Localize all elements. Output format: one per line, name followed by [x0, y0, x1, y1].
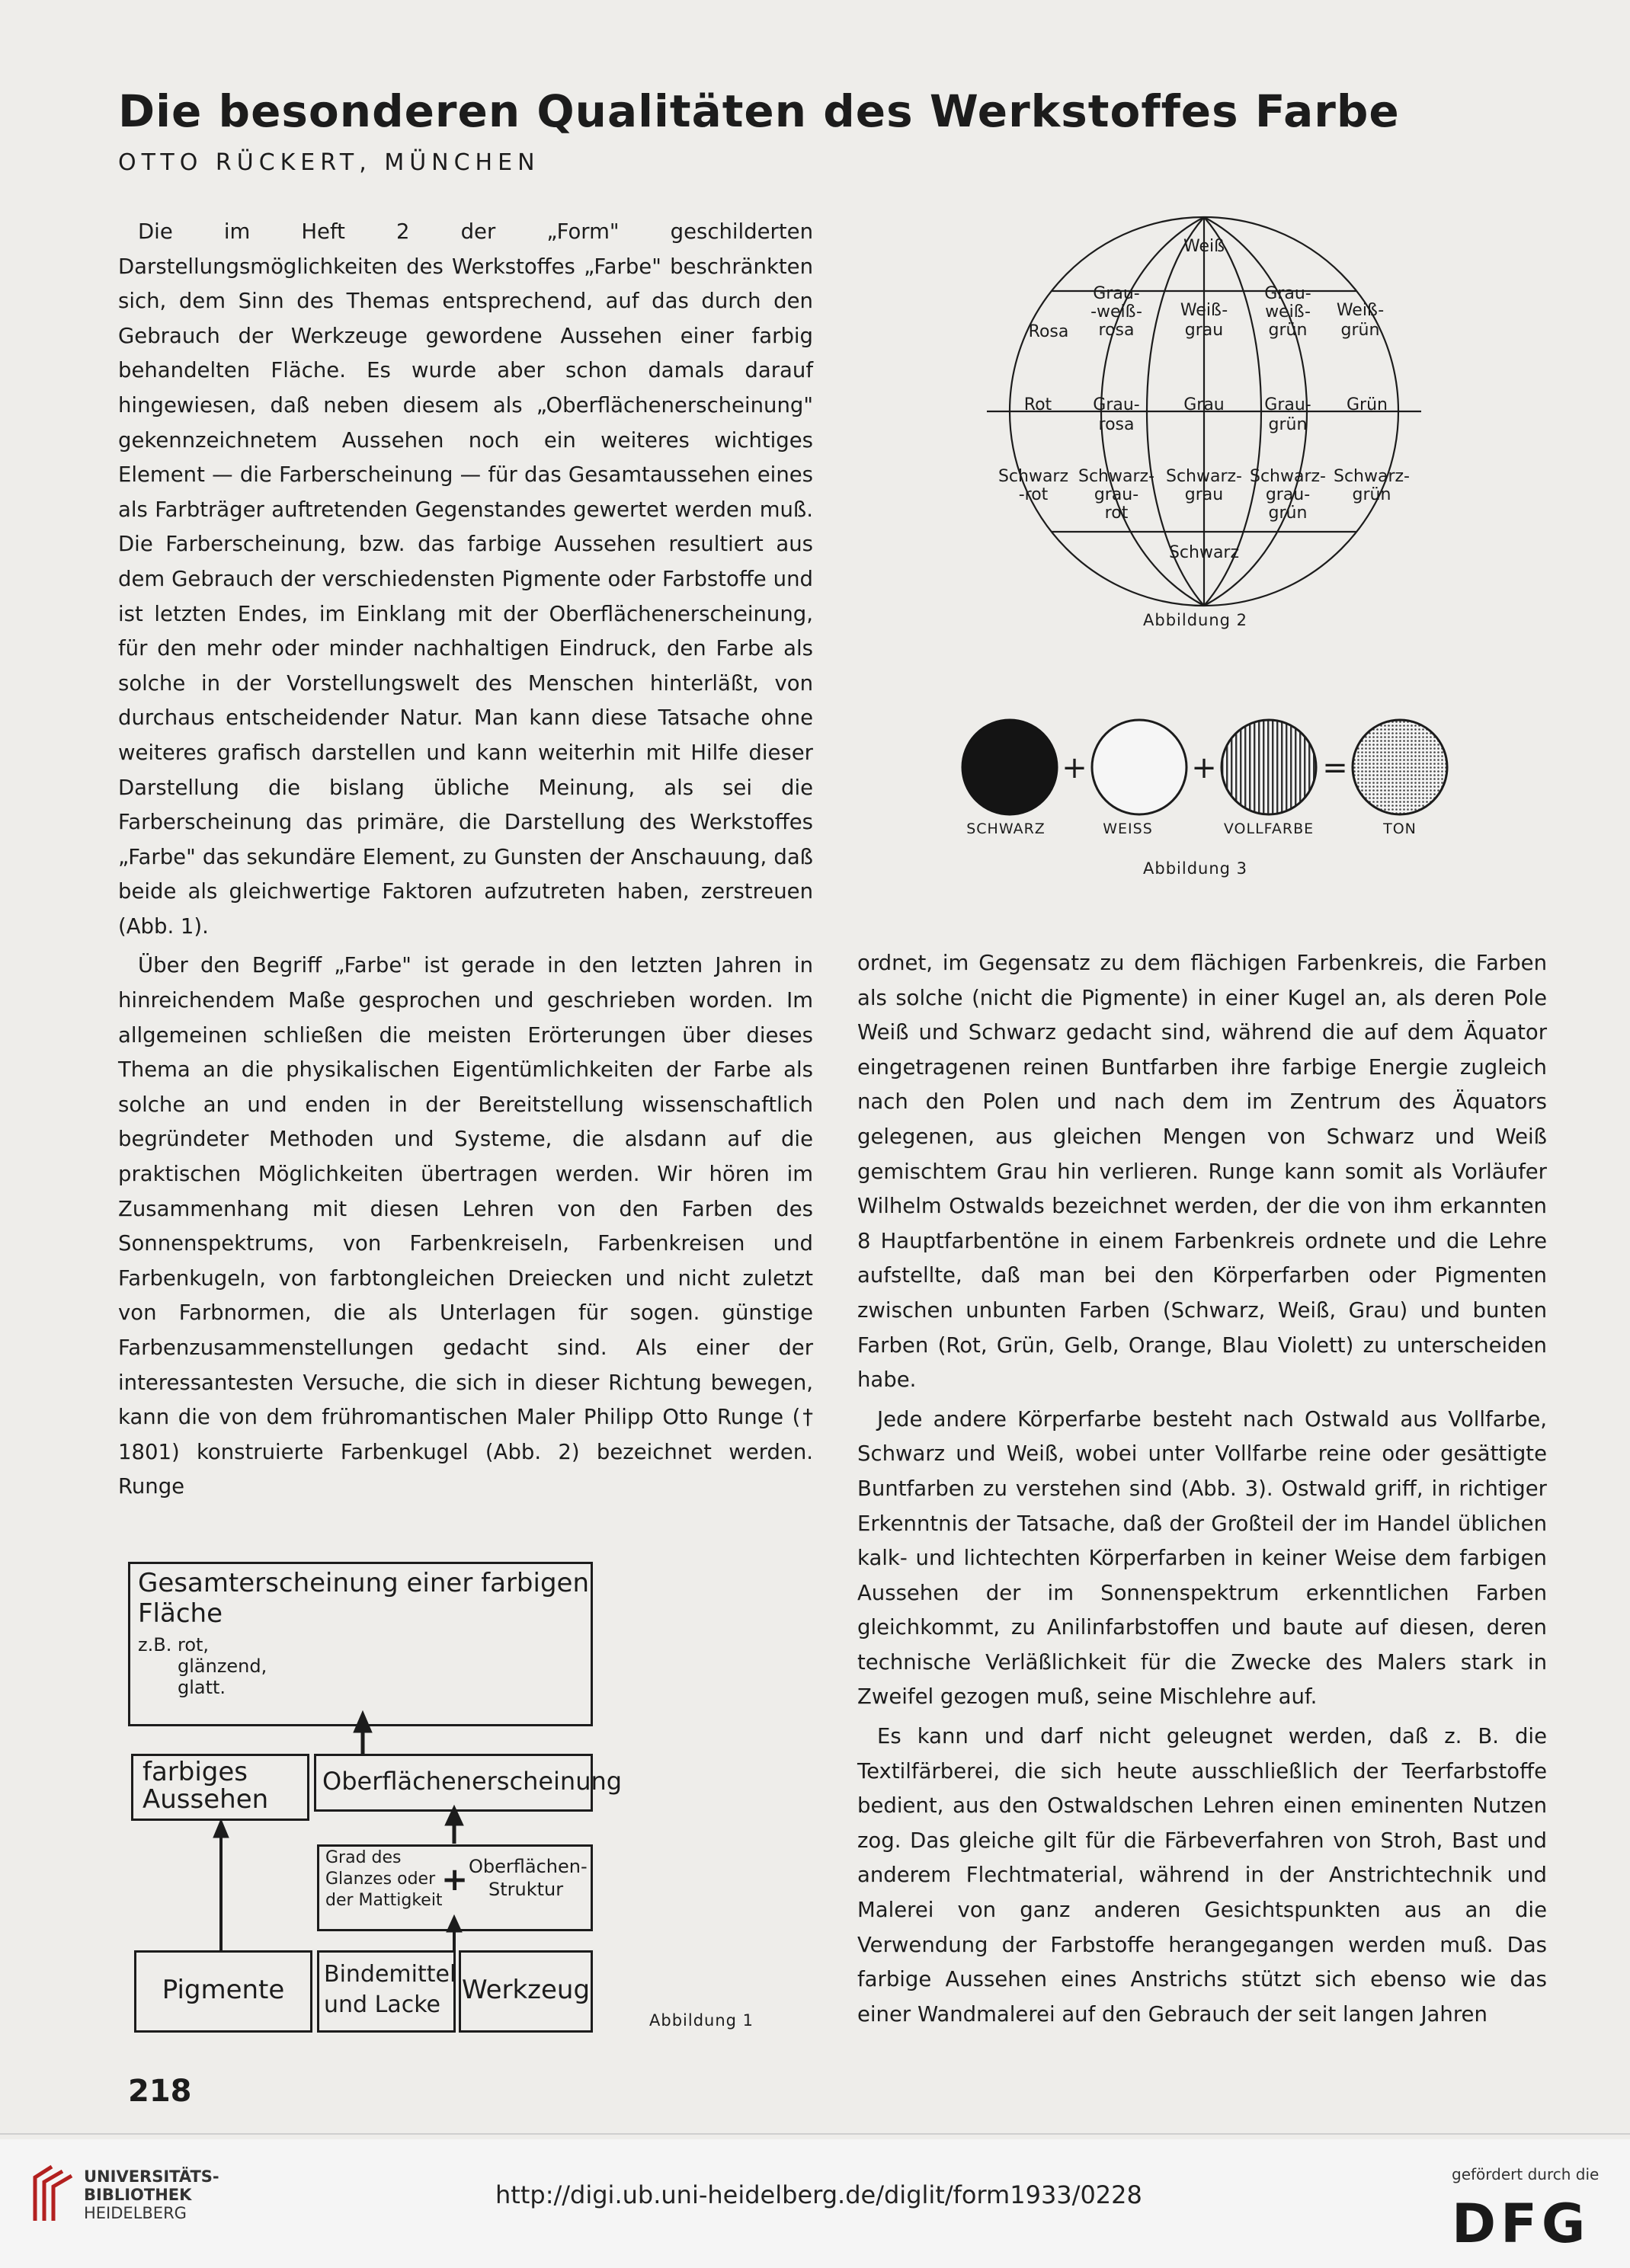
library-name	[84, 2167, 219, 2222]
label-schwarz-grau-rot-1: Schwarz-	[1078, 467, 1155, 486]
label-schwarz-grau-gruen-1: Schwarz-	[1249, 467, 1327, 486]
white-disc	[1092, 720, 1186, 814]
figure1-caption: Abbildung 1	[649, 2011, 754, 2030]
box-gesamt-line2: Fläche	[138, 1598, 223, 1629]
paragraph: Über den Begriff „Farbe" ist gerade in den letzten Jahren in hinreichendem Maße gesprochen und geschrieben worden. Im allgemeinen schließen die meisten Erörterungen über dieses Thema an die physikalischen Eigentümlichkeiten der Farbe als solche an und enden in der Bereitstellung wissenschaftlich begründeter Methoden und Systeme, die alsdann auf die praktischen Möglichkeiten übertragen werden. Wir hören im Zusammenhang mit diesen Lehren von den Farben des Sonnenspektrums, von Farbenkreiseln, Farbenkreisen und Farbenkugeln, von farbtongleichen Dreiecken und nicht zuletzt von Farbnormen, die als Unterlagen für sogen. günstige Farbenzusammenstellungen gedacht sind. Als einer der interessantesten Versuche, die sich in dieser Richtung bewegen, kann die von dem frühromantischen Maler Philipp Otto Runge († 1801) konstruierte Farbenkugel (Abb. 2) bezeichnet werden. Runge	[118, 953, 813, 1499]
label-grau-weiss-gruen-2: weiß-	[1265, 302, 1311, 321]
label-grau: Grau	[1183, 395, 1225, 414]
label-grau-weiss-rosa-1: Grau-	[1093, 284, 1140, 303]
equals-sign: =	[1322, 750, 1348, 785]
tone-disc	[1353, 720, 1447, 814]
paragraph: Jede andere Körperfarbe besteht nach Ostwald aus Vollfarbe, Schwarz und Weiß, wobei unter Vollfarbe reine oder gesättigte Buntfarben zu verstehen sind (Abb. 3). Ostwald griff, in richtiger Erkenntnis der Tatsache, daß der Großteil der im Handel üblichen kalk- und lichtechten Körperfarben in keiner Weise dem farbigen Aussehen der im Sonnenspektrum erkenntlichen Farben gleichkommt, zu Anilinfarbstoffen und baute auf diesen, deren technische Verläßlichkeit für die Zwecke des Malers stark in Zweifel gezogen muß, seine Mischlehre auf.	[857, 1406, 1547, 1710]
box-pigmente-label: Pigmente	[162, 1975, 285, 2005]
label-grau-rosa-2: rosa	[1098, 415, 1135, 434]
label-grau-gruen-1: Grau-	[1264, 395, 1311, 414]
label-schwarz-grau-gruen-3: grün	[1268, 504, 1308, 523]
label-schwarz-grau-1: Schwarz-	[1165, 467, 1243, 486]
figure2-caption: Abbildung 2	[1143, 611, 1248, 629]
funded-by-text: gefördert durch die	[1452, 2165, 1600, 2183]
label-schwarz: SCHWARZ	[966, 821, 1046, 837]
paragraph: Es kann und darf nicht geleugnet werden, daß z. B. die Textilfärberei, die sich heute ausschließlich der Teerfarbstoffe bedient, aus den Ostwaldschen Lehren einen eminenten Nutzen zog. Das gleiche gilt für die Färbeverfahren von Stroh, Bast und anderem Flechtmaterial, während in der Anstrichtechnik und Malerei von ganz anderen Gesichtspunkten aus an die Verwendung der Farbstoffe herangegangen werden muß. Das farbige Aussehen eines Anstrichs stützt sich ebenso wie das einer Wandmalerei auf den Gebrauch der seit langen Jahren	[857, 1724, 1547, 2026]
footer-divider	[0, 2133, 1630, 2135]
page-number: 218	[128, 2074, 192, 2109]
label-weiss: Weiß	[1183, 237, 1225, 256]
library-line3: HEIDELBERG	[84, 2204, 187, 2222]
label-rosa: Rosa	[1028, 322, 1069, 341]
figure1-arrows	[122, 1699, 610, 1958]
article-title: Die besonderen Qualitäten des Werkstoffes Farbe	[118, 85, 1400, 137]
plus-sign: +	[1062, 750, 1087, 785]
library-line2: BIBLIOTHEK	[84, 2186, 192, 2204]
box-gesamt-example-3: glatt.	[178, 1677, 226, 1698]
paragraph: ordnet, im Gegensatz zu dem flächigen Farbenkreis, die Farben als solche (nicht die Pigmente) in einer Kugel an, als deren Pole Weiß und Schwarz gedacht sind, während die auf dem Äquator eingetragenen reinen Buntfarben ihre farbige Energie zugleich nach den Polen und nach dem im Zentrum des Äquators gelegenen, aus gleichen Mengen von Schwarz und Weiß gemischtem Grau hin verlieren. Runge kann somit als Vorläufer Wilhelm Ostwalds bezeichnet werden, der die von ihm erkannten 8 Hauptfarbentöne in einem Farbenkreis ordnete und die Lehre aufstellte, daß man bei den Körperfarben oder Pigmenten zwischen unbunten Farben (Schwarz, Weiß, Grau) und bunten Farben (Rot, Grün, Gelb, Orange, Blau Violett) zu unterscheiden habe.	[857, 951, 1547, 1393]
paragraph: Die im Heft 2 der „Form" geschilderten Darstellungsmöglichkeiten des Werkstoffes „Farbe" beschränkten sich, dem Sinn des Themas entsprechend, auf das durch den Gebrauch der Werkzeuge gewordene Aussehen einer farbig behandelten Fläche. Es wurde aber schon damals darauf hingewiesen, daß neben diesem als „Oberflächenerscheinung" gekennzeichnetem Aussehen noch ein weiteres wichtiges Element — die Farberscheinung — für das Gesamtaussehen eines als Farbträger auftretenden Gegenstandes gewertet werden muß. Die Farberscheinung, bzw. das farbige Aussehen resultiert aus dem Gebrauch der verschiedensten Pigmente oder Farbstoffe und ist letzten Endes, im Einklang mit der Oberflächenerscheinung, für den mehr oder minder nachhaltigen Eindruck, den Farbe als solche in der Vorstellungswelt des Menschen hinterläßt, von durchaus entscheidender Natur. Man kann diese Tatsache ohne weiteres grafisch darstellen und kann weiterhin mit Hilfe dieser Darstellung die bislang übliche Meinung, als sei die Farberscheinung das primäre, die Darstellung des Werkstoffes „Farbe" das sekundäre Element, zu Gunsten der Anschauung, daß beide als gleichwertige Faktoren aufzutreten haben, zerstreuen (Abb. 1).	[118, 219, 813, 939]
box-gesamt-example-2: glänzend,	[178, 1655, 267, 1677]
label-vollfarbe: VOLLFARBE	[1223, 821, 1315, 837]
figure3-caption: Abbildung 3	[1143, 859, 1248, 878]
label-weiss-gruen-1: Weiß-	[1336, 301, 1385, 320]
label-weiss: WEISS	[1103, 821, 1153, 837]
label-gruen: Grün	[1347, 395, 1388, 414]
box-grad-line3: der Mattigkeit	[325, 1891, 443, 1910]
library-logo-icon	[29, 2164, 75, 2225]
left-column	[118, 215, 813, 1509]
box-struktur-line1: Oberflächen-	[469, 1856, 588, 1877]
box-gesamt-example-1: rot,	[178, 1634, 210, 1655]
box-werkzeug-label: Werkzeug	[461, 1975, 591, 2005]
label-schwarz-rot-1: Schwarz	[998, 467, 1069, 486]
label-schwarz-gruen-2: grün	[1352, 485, 1391, 504]
label-schwarz-grau-rot-2: grau-	[1094, 485, 1139, 504]
label-weiss-grau-1: Weiß-	[1180, 301, 1228, 320]
box-grad-line2: Glanzes oder	[325, 1870, 436, 1889]
label-weiss-gruen-2: grün	[1340, 321, 1380, 340]
label-schwarz-rot-2: -rot	[1018, 485, 1049, 504]
label-schwarz-grau-rot-3: rot	[1104, 504, 1129, 523]
library-line1: UNIVERSITÄTS-	[84, 2167, 219, 2186]
right-column	[857, 946, 1547, 2036]
plus-sign: +	[1191, 750, 1217, 785]
runge-color-sphere	[975, 213, 1433, 640]
box-glanz-plus: +	[441, 1860, 469, 1898]
box-bindemittel	[317, 1950, 456, 2033]
label-schwarz-gruen-1: Schwarz-	[1333, 467, 1411, 486]
box-pigmente	[134, 1950, 312, 2033]
box-grad-line1: Grad des	[325, 1848, 402, 1867]
label-grau-rosa-1: Grau-	[1093, 395, 1140, 414]
label-grau-gruen-2: grün	[1268, 415, 1308, 434]
black-disc	[962, 720, 1057, 814]
box-bindemittel-line2: und Lacke	[324, 1991, 440, 2018]
label-grau-weiss-gruen-1: Grau-	[1264, 284, 1311, 303]
box-gesamt-example-prefix: z.B.	[138, 1634, 172, 1655]
label-schwarz: Schwarz	[1168, 543, 1240, 562]
box-farbiges-line1: farbiges	[143, 1757, 248, 1787]
box-struktur-line2: Struktur	[488, 1879, 564, 1900]
label-rot: Rot	[1023, 395, 1052, 414]
box-farbiges-line2: Aussehen	[143, 1784, 269, 1815]
full-color-disc	[1222, 720, 1316, 814]
label-grau-weiss-rosa-3: rosa	[1098, 321, 1135, 340]
box-oberflaeche-label: Oberflächenerscheinung	[322, 1767, 623, 1796]
label-ton: TON	[1383, 821, 1417, 837]
label-weiss-grau-2: grau	[1184, 321, 1224, 340]
source-url[interactable]: http://digi.ub.uni-heidelberg.de/diglit/form1933/0228	[495, 2180, 1142, 2209]
dfg-logo: DFG	[1452, 2193, 1590, 2255]
label-schwarz-grau-gruen-2: grau-	[1265, 485, 1311, 504]
article-author: OTTO RÜCKERT, MÜNCHEN	[118, 149, 540, 176]
label-schwarz-grau-2: grau	[1184, 485, 1224, 504]
box-werkzeug	[459, 1950, 593, 2033]
label-grau-weiss-gruen-3: grün	[1268, 321, 1308, 340]
box-gesamt-line1: Gesamterscheinung einer farbigen	[138, 1568, 589, 1598]
label-grau-weiss-rosa-2: -weiß-	[1090, 302, 1142, 321]
ostwald-color-equation	[956, 712, 1459, 849]
box-bindemittel-line1: Bindemittel	[324, 1961, 456, 1988]
